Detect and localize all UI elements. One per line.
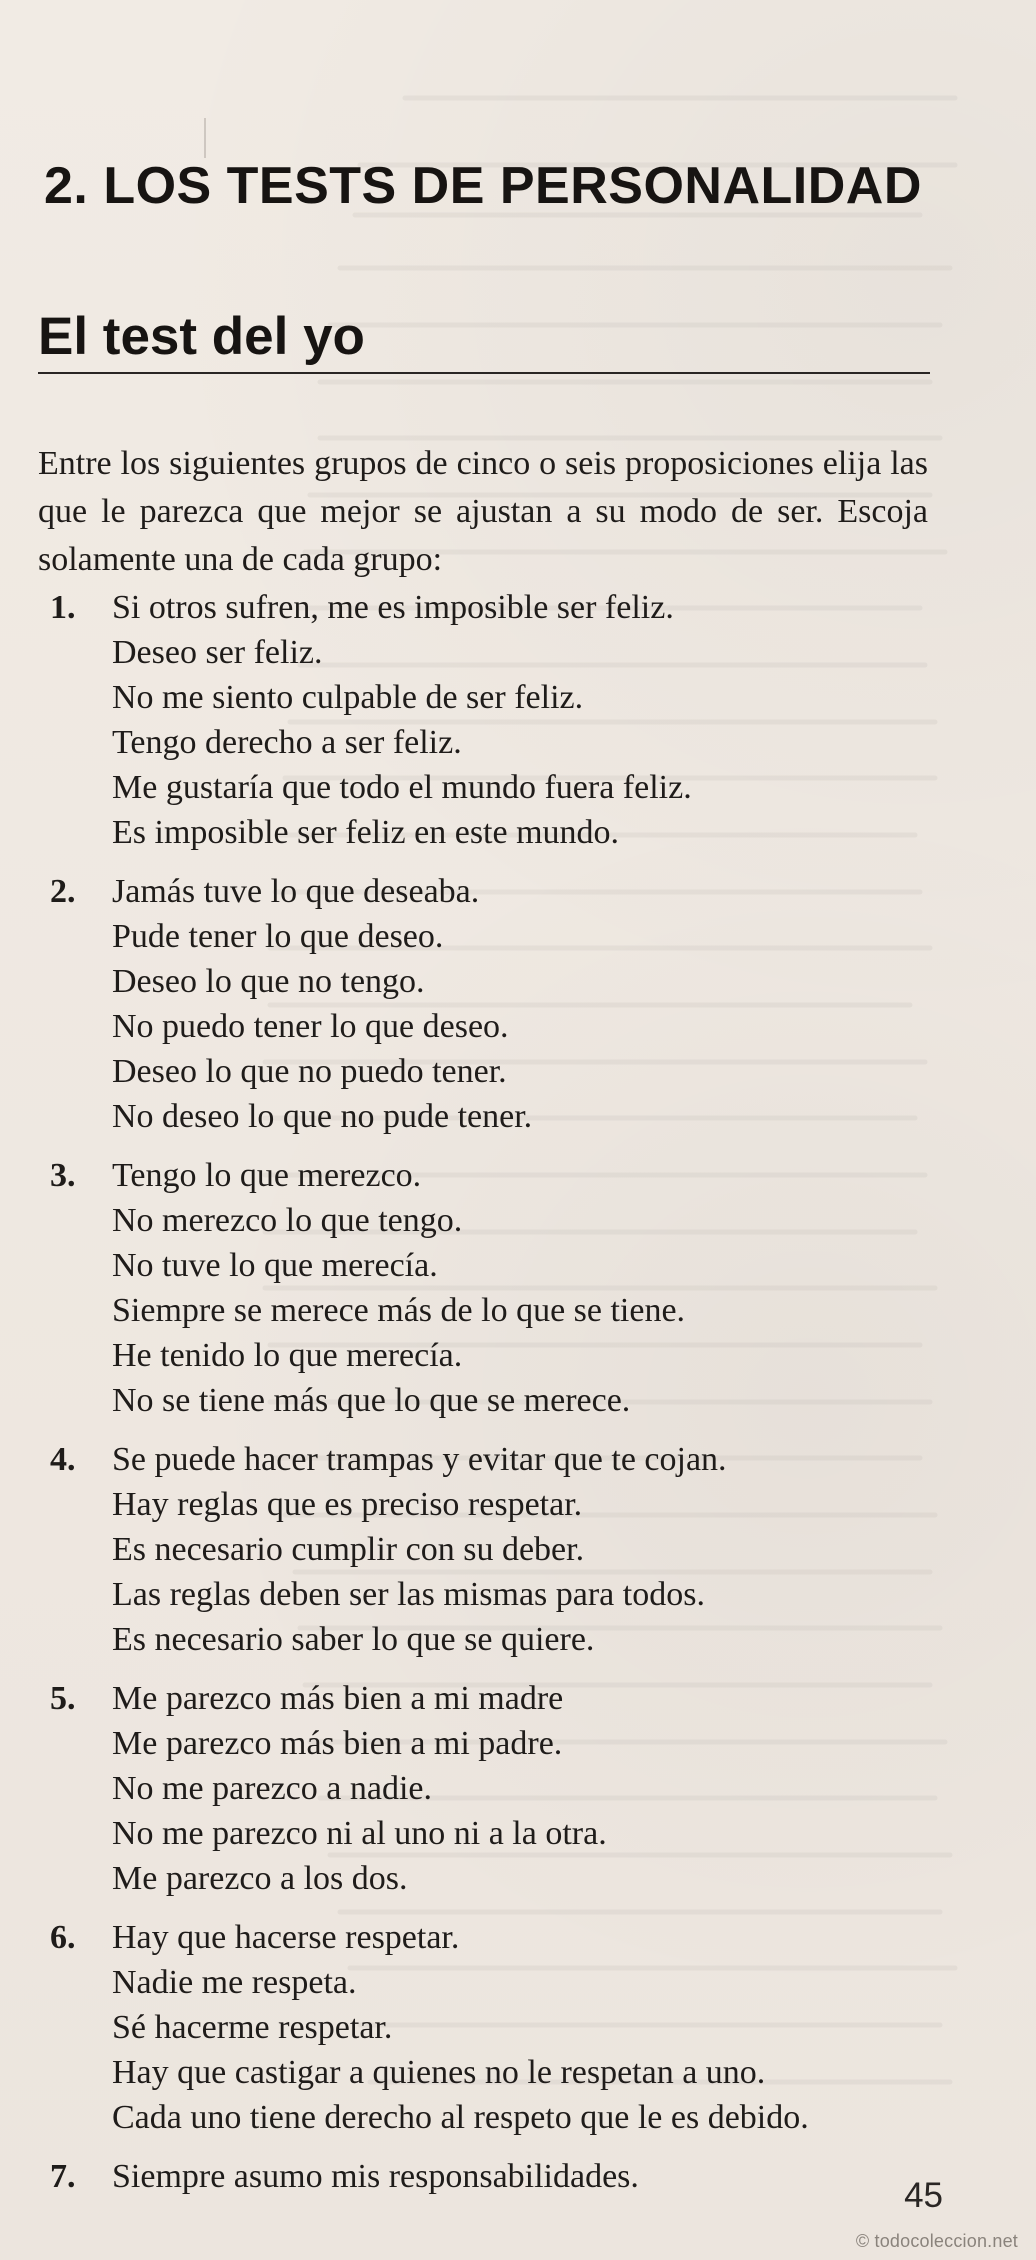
question-option: Si otros sufren, me es imposible ser feliz. [112,589,674,626]
question-option: Hay reglas que es preciso respetar. [112,1486,583,1523]
question-option: He tenido lo que merecía. [112,1337,463,1374]
question-option: Siempre se merece más de lo que se tiene. [112,1292,686,1329]
question-option: Pude tener lo que deseo. [112,918,444,955]
question-option: Las reglas deben ser las mismas para todos. [112,1576,705,1613]
question-option: Me parezco a los dos. [112,1860,408,1897]
question-2 [0,869,1036,1139]
question-option: Deseo lo que no puedo tener. [112,1053,507,1090]
question-option: No tuve lo que merecía. [112,1247,438,1284]
question-option: No me parezco ni al uno ni a la otra. [112,1815,607,1852]
question-option: No me parezco a nadie. [112,1770,432,1807]
question-1 [0,585,1036,855]
question-number: 7. [50,2158,76,2195]
question-option: Me gustaría que todo el mundo fuera feliz. [112,769,692,806]
question-option: Es imposible ser feliz en este mundo. [112,814,620,851]
question-3 [0,1153,1036,1423]
question-number: 2. [50,873,76,910]
questions-list [0,585,1036,2213]
question-option: Me parezco más bien a mi madre [112,1680,564,1717]
chapter-title: 2. LOS TESTS DE PERSONALIDAD [44,157,922,215]
question-option: Me parezco más bien a mi padre. [112,1725,563,1762]
question-4 [0,1437,1036,1662]
question-option: Se puede hacer trampas y evitar que te cojan. [112,1441,727,1478]
intro-paragraph: Entre los siguientes grupos de cinco o seis proposiciones elija las que le parezca que mejor se ajustan a su modo de ser. Escoja solamente una de cada grupo: [38,445,928,578]
question-number: 4. [50,1441,76,1478]
question-option: Tengo derecho a ser feliz. [112,724,462,761]
question-option: Cada uno tiene derecho al respeto que le es debido. [112,2099,809,2136]
question-option: Hay que castigar a quienes no le respetan a uno. [112,2054,766,2091]
question-option: Sé hacerme respetar. [112,2009,393,2046]
question-option: Siempre asumo mis responsabilidades. [112,2158,639,2195]
question-option: Deseo lo que no tengo. [112,963,425,1000]
question-6 [0,1915,1036,2140]
question-7 [0,2154,1036,2199]
question-option: Hay que hacerse respetar. [112,1919,460,1956]
watermark-text: © todocoleccion.net [855,2231,1018,2251]
question-option: Deseo ser feliz. [112,634,323,671]
question-option: Tengo lo que merezco. [112,1157,422,1194]
question-option: No merezco lo que tengo. [112,1202,463,1239]
question-option: Nadie me respeta. [112,1964,357,2001]
section-title-underline [38,372,930,374]
section-title: El test del yo [38,307,365,366]
question-option: No se tiene más que lo que se merece. [112,1382,631,1419]
question-number: 5. [50,1680,76,1717]
question-5 [0,1676,1036,1901]
question-option: No puedo tener lo que deseo. [112,1008,509,1045]
question-number: 6. [50,1919,76,1956]
question-option: Es necesario saber lo que se quiere. [112,1621,595,1658]
question-option: No deseo lo que no pude tener. [112,1098,533,1135]
page-number: 45 [904,2176,943,2215]
question-option: No me siento culpable de ser feliz. [112,679,584,716]
question-option: Es necesario cumplir con su deber. [112,1531,585,1568]
question-number: 3. [50,1157,76,1194]
question-option: Jamás tuve lo que deseaba. [112,873,480,910]
question-number: 1. [50,589,76,626]
